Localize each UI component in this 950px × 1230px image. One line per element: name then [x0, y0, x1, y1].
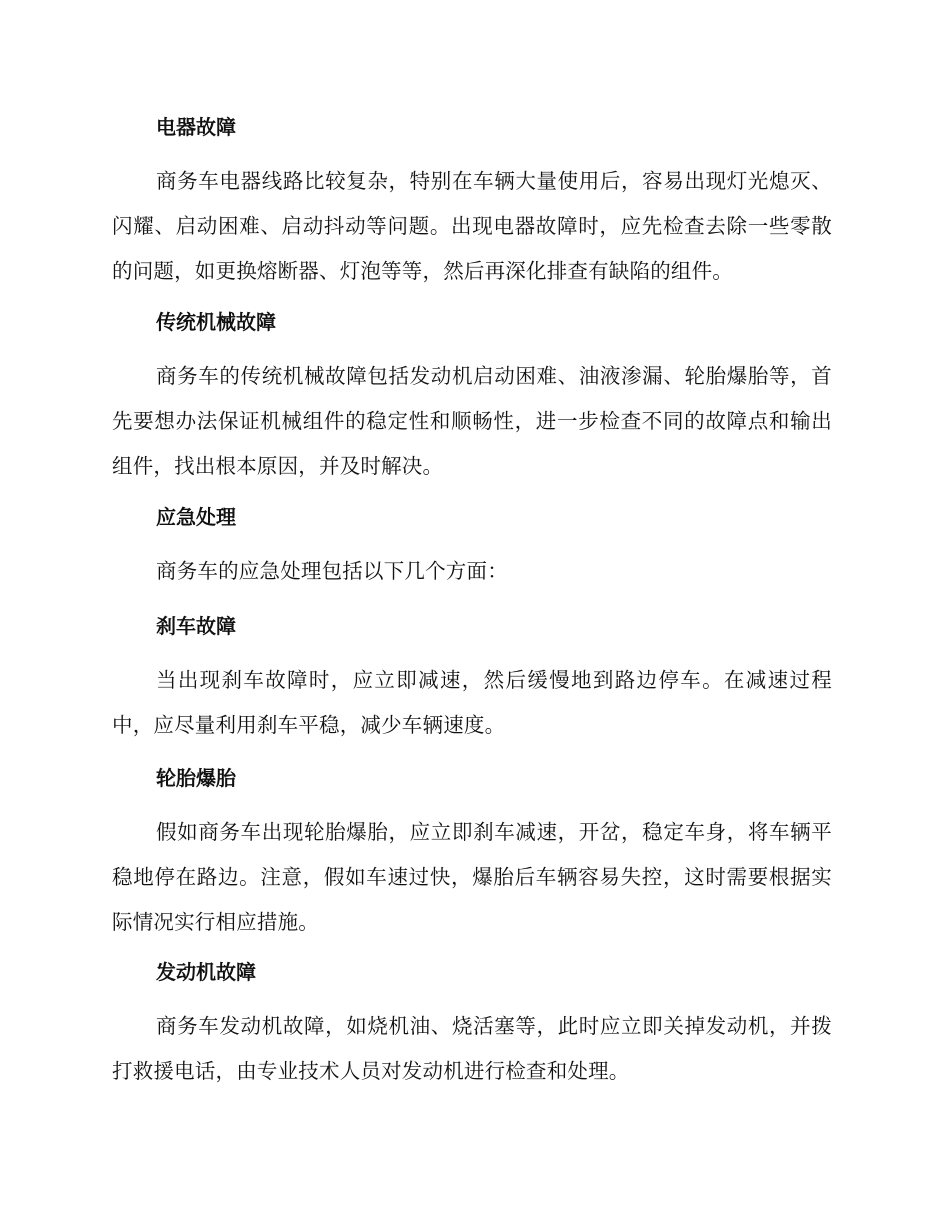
- section-brake: [112, 612, 832, 640]
- section-emergency-body-wrap: [112, 549, 832, 594]
- section-heading: 刹车故障: [156, 614, 236, 638]
- section-engine-body-wrap: [112, 1004, 832, 1094]
- section-heading: 轮胎爆胎: [156, 766, 236, 790]
- section-heading: 电器故障: [156, 115, 236, 139]
- section-emergency: [112, 503, 832, 531]
- section-body: 商务车电器线路比较复杂，特别在车辆大量使用后，容易出现灯光熄灭、闪耀、启动困难、启动抖动等问题。出现电器故障时，应先检查去除一些零散的问题，如更换熔断器、灯泡等等，然后再深化排查有缺陷的组件。: [112, 169, 832, 283]
- section-brake-body-wrap: [112, 658, 832, 748]
- section-body: 假如商务车出现轮胎爆胎，应立即刹车减速，开岔，稳定车身，将车辆平稳地停在路边。注意，假如车速过快，爆胎后车辆容易失控，这时需要根据实际情况实行相应措施。: [112, 820, 832, 934]
- section-electrical-body-wrap: [112, 159, 832, 294]
- section-mechanical-body-wrap: [112, 354, 832, 489]
- section-mechanical: [112, 308, 832, 336]
- section-engine: [112, 958, 832, 986]
- section-body: 商务车的传统机械故障包括发动机启动困难、油液渗漏、轮胎爆胎等，首先要想办法保证机械组件的稳定性和顺畅性，进一步检查不同的故障点和输出组件，找出根本原因，并及时解决。: [112, 364, 832, 478]
- section-heading: 发动机故障: [156, 960, 256, 984]
- section-heading: 传统机械故障: [156, 310, 276, 334]
- section-electrical: [112, 113, 832, 141]
- section-tire: [112, 764, 832, 792]
- section-body: 商务车发动机故障，如烧机油、烧活塞等，此时应立即关掉发动机，并拨打救援电话，由专业技术人员对发动机进行检查和处理。: [112, 1014, 832, 1083]
- section-heading: 应急处理: [156, 505, 236, 529]
- section-tire-body-wrap: [112, 810, 832, 945]
- section-body: 商务车的应急处理包括以下几个方面：: [156, 559, 508, 583]
- section-body: 当出现刹车故障时，应立即减速，然后缓慢地到路边停车。在减速过程中，应尽量利用刹车平稳，减少车辆速度。: [112, 668, 832, 737]
